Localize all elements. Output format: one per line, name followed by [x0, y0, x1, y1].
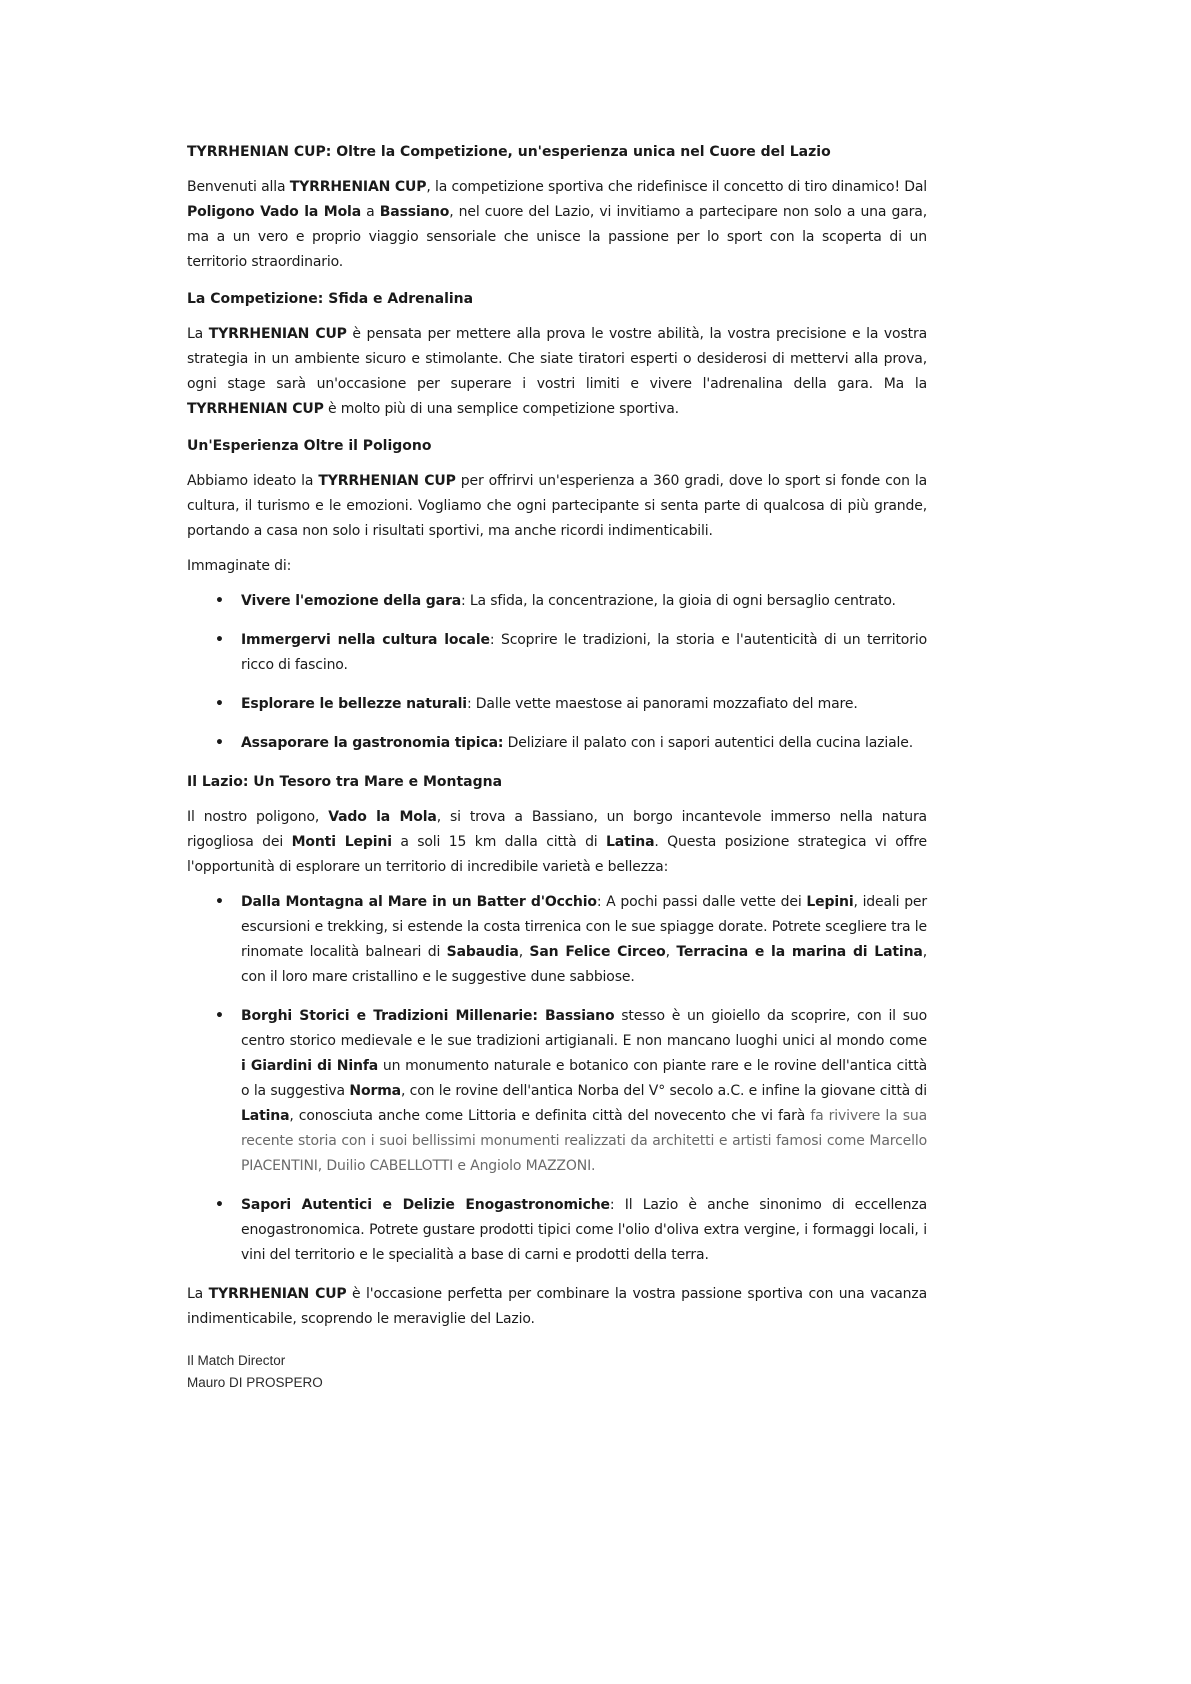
bold-text: Esplorare le bellezze naturali [241, 696, 467, 712]
lazio-list [187, 890, 927, 1268]
bold-text: Latina [606, 834, 655, 850]
text: Deliziare il palato con i sapori autentici della cucina laziale. [503, 735, 914, 751]
list-item [215, 692, 927, 717]
bullet-icon: • [215, 1197, 224, 1213]
bold-text: San Felice Circeo [529, 944, 666, 960]
bold-text: TYRRHENIAN CUP [208, 326, 347, 342]
section-heading-lazio: Il Lazio: Un Tesoro tra Mare e Montagna [187, 774, 503, 790]
text: . Questa posizione strategica vi offre l'opportunità di esplorare un territorio di incredibile varietà e bellezza: [187, 834, 927, 875]
bold-text: Borghi Storici e Tradizioni Millenarie: Bassiano [241, 1008, 615, 1024]
text: per offrirvi un'esperienza a 360 gradi, dove lo sport si fonde con la cultura, il turismo e le emozioni. Vogliamo che ogni partecipante si senta parte di qualcosa di più grande, portando a casa non solo i risultati sportivi, ma anche ricordi indimenticabili. [187, 473, 928, 539]
bold-text: Lepini [806, 894, 854, 910]
signature-name: Mauro DI PROSPERO [187, 1375, 323, 1390]
bold-text: Vivere l'emozione della gara [241, 593, 462, 609]
closing-paragraph [187, 1282, 927, 1332]
bold-text: TYRRHENIAN CUP [187, 401, 324, 417]
bold-text: Sabaudia [446, 944, 519, 960]
imagine-list [187, 589, 927, 756]
document-title: TYRRHENIAN CUP: Oltre la Competizione, un'esperienza unica nel Cuore del Lazio [187, 144, 831, 160]
list-item [215, 589, 927, 614]
text: a soli 15 km dalla città di [391, 834, 607, 850]
list-item [215, 890, 927, 990]
bold-text: TYRRHENIAN CUP [208, 1286, 347, 1302]
text: : Il Lazio è anche sinonimo di eccellenza enogastronomica. Potrete gustare prodotti tipici come l'olio d'oliva extra vergine, i formaggi locali, i vini del territorio e le specialità a base di carni e prodotti della terra. [241, 1197, 927, 1263]
bullet-icon: • [215, 1008, 224, 1024]
text: stesso è un gioiello da scoprire, con il suo centro storico medievale e le sue tradizioni artigianali. E non mancano luoghi unici al mondo come [241, 1008, 927, 1049]
text: è l'occasione perfetta per combinare la vostra passione sportiva con una vacanza indimenticabile, scoprendo le meraviglie del Lazio. [187, 1286, 927, 1327]
signature-block [187, 1350, 927, 1394]
lazio-paragraph [187, 805, 927, 880]
text: , si trova a Bassiano, un borgo incantevole immerso nella natura rigogliosa dei [187, 809, 927, 850]
section-heading-experience: Un'Esperienza Oltre il Poligono [187, 438, 432, 454]
list-item [215, 731, 927, 756]
text: : A pochi passi dalle vette dei [596, 894, 807, 910]
text: Il nostro poligono, [187, 809, 329, 825]
grey-text: fa rivivere la sua recente storia con i suoi bellissimi monumenti realizzati da architetti e artisti famosi come Marcello PIACENTINI, Duilio CABELLOTTI e Angiolo MAZZONI. [241, 1108, 928, 1174]
bold-text: Poligono Vado la Mola [187, 204, 361, 220]
bullet-icon: • [215, 735, 224, 751]
list-item [215, 1193, 927, 1268]
bullet-icon: • [215, 696, 224, 712]
imagine-line: Immaginate di: [187, 558, 292, 574]
competition-paragraph [187, 322, 927, 422]
bold-text: Latina [241, 1108, 290, 1124]
bold-text: Vado la Mola [328, 809, 437, 825]
list-item [215, 1004, 928, 1179]
text: , ideali per escursioni e trekking, si estende la costa tirrenica con le sue spiagge dorate. Potrete scegliere tra le rinomate località balneari di [241, 894, 927, 960]
text: , conosciuta anche come Littoria e definita città del novecento che vi farà [289, 1108, 811, 1124]
text: Abbiamo ideato la [187, 473, 319, 489]
bold-text: Assaporare la gastronomia tipica: [241, 735, 504, 751]
text: un monumento naturale e botanico con piante rare e le rovine dell'antica città o la suggestiva [241, 1058, 927, 1099]
bullet-icon: • [215, 593, 224, 609]
text: , la competizione sportiva che ridefinisce il concetto di tiro dinamico! Dal [426, 179, 928, 195]
text: : Scoprire le tradizioni, la storia e l'autenticità di un territorio ricco di fascino. [241, 632, 927, 673]
list-item [215, 628, 927, 678]
bold-text: Monti Lepini [291, 834, 392, 850]
bold-text: Sapori Autentici e Delizie Enogastronomiche [241, 1197, 610, 1213]
intro-paragraph [187, 175, 927, 275]
bold-text: Terracina e la marina di Latina [676, 944, 923, 960]
text: : La sfida, la concentrazione, la gioia di ogni bersaglio centrato. [461, 593, 896, 609]
document-page [187, 140, 927, 1394]
bold-text: TYRRHENIAN CUP [318, 473, 456, 489]
text: , [665, 944, 677, 960]
section-heading-competition: La Competizione: Sfida e Adrenalina [187, 291, 474, 307]
bold-text: Immergervi nella cultura locale [241, 632, 490, 648]
text: a [361, 204, 380, 220]
text: è pensata per mettere alla prova le vostre abilità, la vostra precisione e la vostra strategia in un ambiente sicuro e stimolante. Che siate tiratori esperti o desiderosi di mettervi alla prova, ogni stage sarà un'occasione per superare i vostri limiti e vivere l'adrenalina della gara. Ma la [187, 326, 927, 392]
bold-text: TYRRHENIAN CUP [289, 179, 427, 195]
text: Benvenuti alla [187, 179, 290, 195]
text: La [187, 326, 209, 342]
text: , [518, 944, 530, 960]
signature-role: Il Match Director [187, 1353, 286, 1368]
text: , con il loro mare cristallino e le suggestive dune sabbiose. [241, 944, 927, 985]
bold-text: i Giardini di Ninfa [241, 1058, 379, 1074]
bold-text: Norma [349, 1083, 401, 1099]
experience-paragraph [187, 469, 927, 544]
bold-text: Bassiano [379, 204, 450, 220]
bullet-icon: • [215, 894, 224, 910]
bullet-icon: • [215, 632, 224, 648]
text: La [187, 1286, 209, 1302]
text: è molto più di una semplice competizione sportiva. [323, 401, 679, 417]
bold-text: Dalla Montagna al Mare in un Batter d'Occhio [241, 894, 597, 910]
text: : Dalle vette maestose ai panorami mozzafiato del mare. [466, 696, 858, 712]
text: , nel cuore del Lazio, vi invitiamo a partecipare non solo a una gara, ma a un vero e proprio viaggio sensoriale che unisce la passione per lo sport con la scoperta di un territorio straordinario. [187, 204, 928, 270]
text: , con le rovine dell'antica Norba del V° secolo a.C. e infine la giovane città di [400, 1083, 927, 1099]
